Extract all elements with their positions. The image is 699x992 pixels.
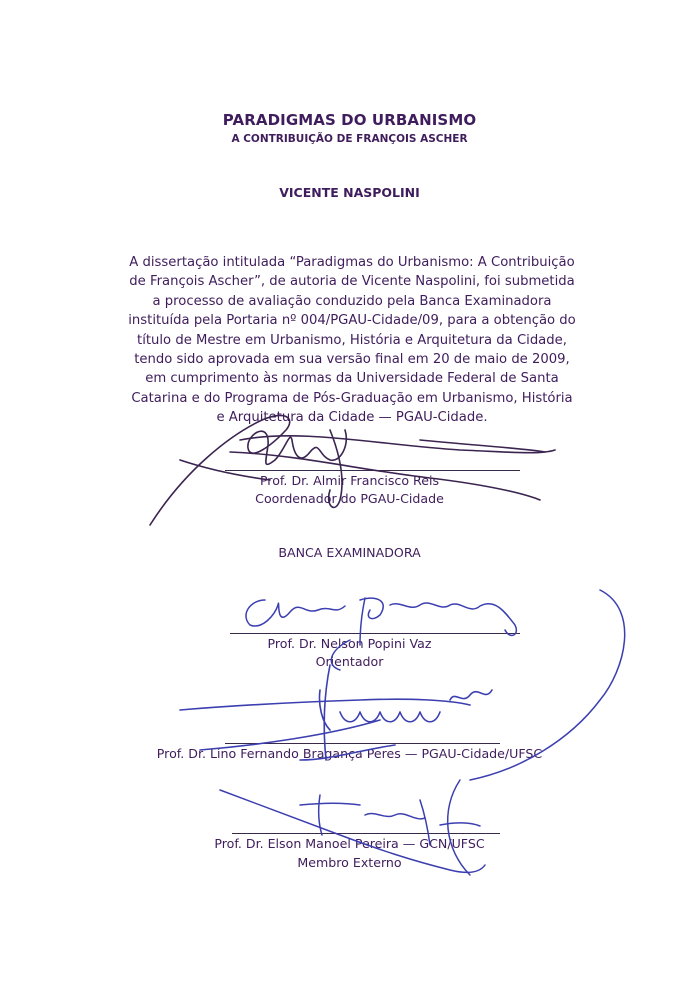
member-2-signature-line xyxy=(225,743,500,744)
document-subtitle: A CONTRIBUIÇÃO DE FRANÇOIS ASCHER xyxy=(231,133,468,145)
member-2-name: Prof. Dr. Lino Fernando Bragança Peres — PGAU-Cidade/UFSC xyxy=(156,746,543,761)
member-3-name: Prof. Dr. Elson Manoel Pereira — GCN/UFSC xyxy=(214,836,485,851)
coordinator-name: Prof. Dr. Almir Francisco Reis xyxy=(259,473,440,488)
member-1-signature-line xyxy=(230,633,520,634)
document-title: PARADIGMAS DO URBANISMO xyxy=(222,111,477,129)
coordinator-signature-line xyxy=(225,470,520,471)
banca-heading: BANCA EXAMINADORA xyxy=(278,545,421,560)
member-3-signature-line xyxy=(232,833,500,834)
author-name: VICENTE NASPOLINI xyxy=(279,185,420,200)
member-1-name: Prof. Dr. Nelson Popini Vaz xyxy=(267,636,432,651)
coordinator-role: Coordenador do PGAU-Cidade xyxy=(255,491,444,506)
member-1-role: Orientador xyxy=(315,654,384,669)
approval-paragraph: A dissertação intitulada “Paradigmas do Urbanismo: A Contribuição de François Ascher”, de autoria de Vicente Naspolini, foi submetida a processo de avaliação conduzido pela Banca Examinadora instituída pela Portaria nº 004/PGAU-Cidade/09, para a obtenção do título de Mestre em Urbanismo, História e Arquitetura da Cidade, tendo sido aprovada em sua versão final em 20 de maio de 2009, em cumprimento às normas da Universidade Federal de Santa Catarina e do Programa de Pós-Graduação em Urbanismo, História e Arquitetura da Cidade — PGAU-Cidade. xyxy=(128,255,576,426)
member-3-role: Membro Externo xyxy=(297,855,402,870)
